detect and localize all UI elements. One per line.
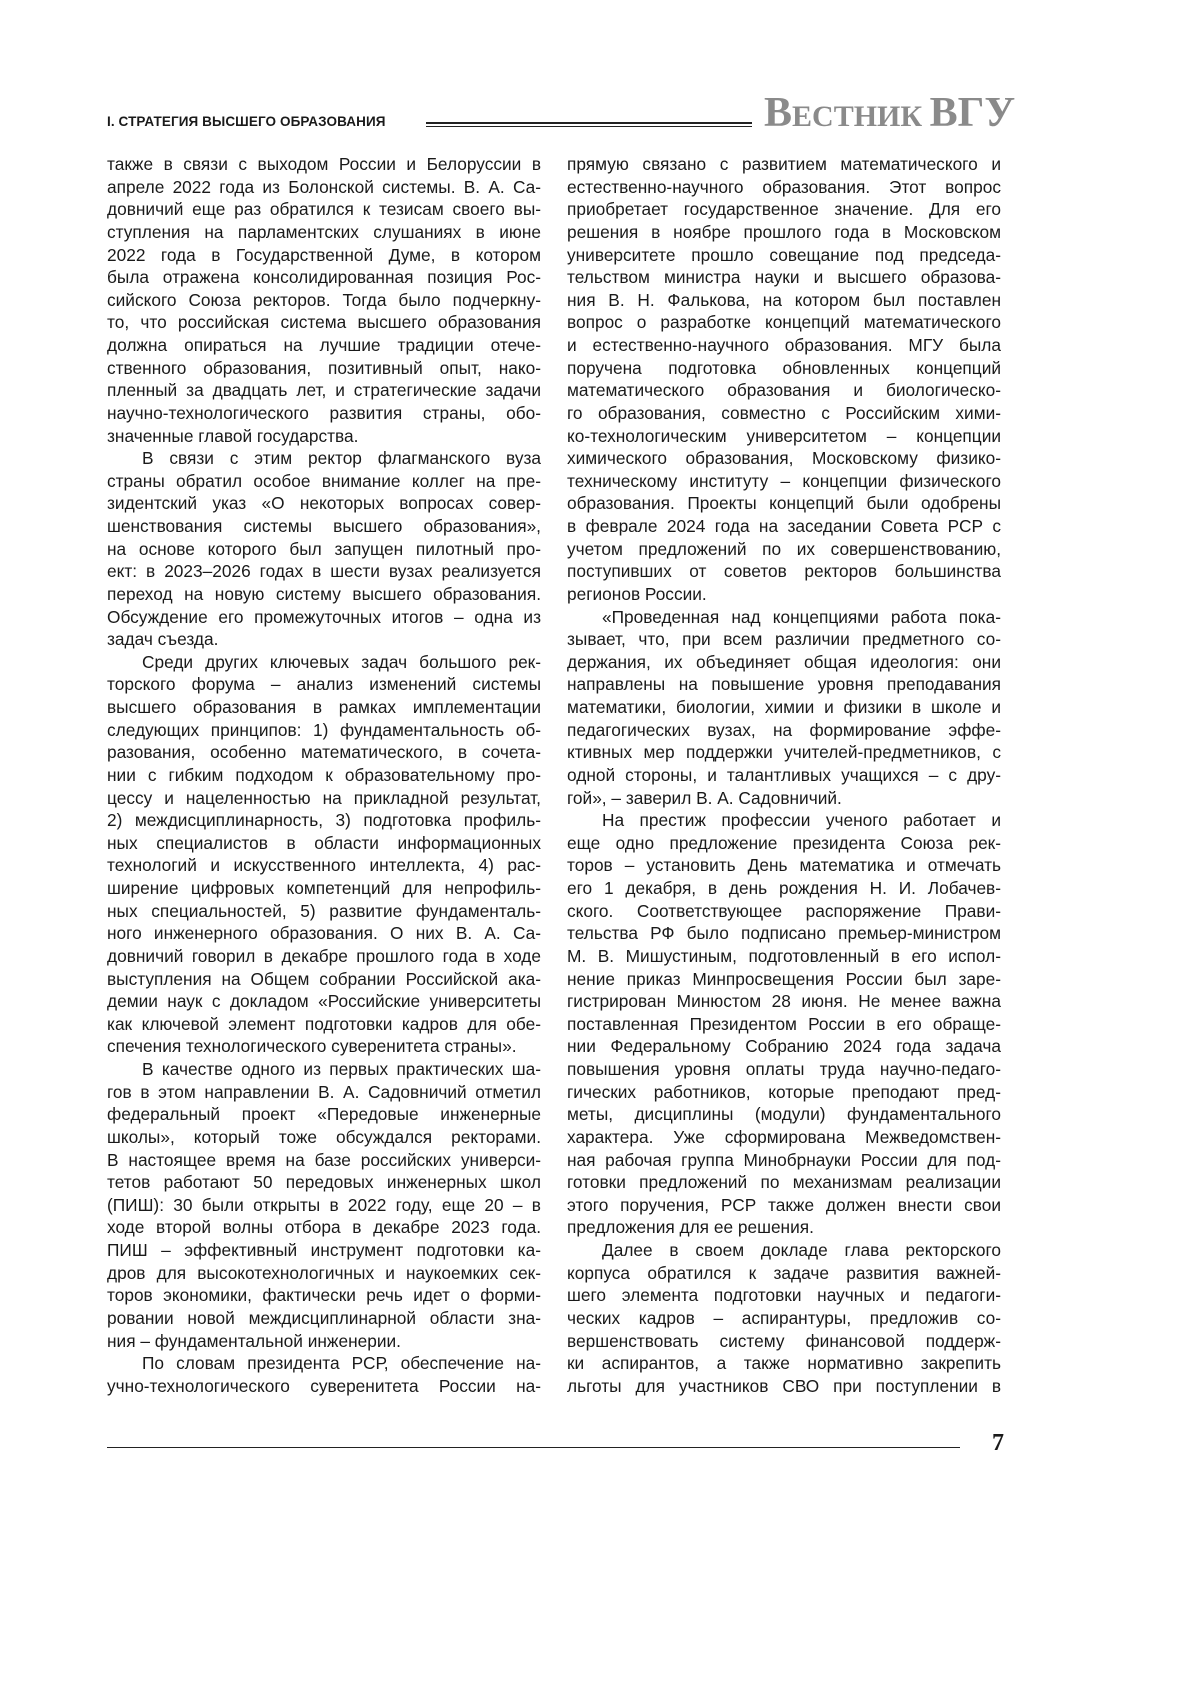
text-line: в феврале 2024 года на заседании Совета РСР с — [567, 515, 1001, 538]
header-double-rule — [426, 122, 752, 127]
text-line: педагогических вузах, на формирование эффе- — [567, 719, 1001, 742]
text-line: меты, дисциплины (модули) фундаментального — [567, 1103, 1001, 1126]
text-line: сийского Союза ректоров. Тогда было подчеркну- — [107, 289, 541, 312]
text-line: цессу и нацеленностью на прикладной результат, — [107, 787, 541, 810]
text-line: довничий еще раз обратился к тезисам своего вы- — [107, 198, 541, 221]
text-line: ского. Соответствующее распоряжение Прави- — [567, 900, 1001, 923]
text-line: гистрирован Минюстом 28 июня. Не менее важна — [567, 990, 1001, 1013]
text-line: нии с гибким подходом к образовательному про- — [107, 764, 541, 787]
text-line: техническому институту – концепции физического — [567, 470, 1001, 493]
text-line: следующих принципов: 1) фундаментальность об- — [107, 719, 541, 742]
text-line: зидентский указ «О некоторых вопросах совер- — [107, 492, 541, 515]
text-line: В связи с этим ректор флагманского вуза — [107, 447, 541, 470]
text-line: довничий говорил в декабре прошлого года в ходе — [107, 945, 541, 968]
text-line: была отражена консолидированная позиция Рос- — [107, 266, 541, 289]
text-line: высшего образования в рамках имплементации — [107, 696, 541, 719]
text-line: ных специальностей, 5) развитие фундаменталь- — [107, 900, 541, 923]
text-line: торов экономики, фактически речь идет о форми- — [107, 1284, 541, 1307]
text-line: льготы для участников СВО при поступлении в — [567, 1375, 1001, 1398]
text-line: как ключевой элемент подготовки кадров для обе- — [107, 1013, 541, 1036]
text-line: ного инженерного образования. О них В. А. Са- — [107, 922, 541, 945]
text-line: технологий и искусственного интеллекта, 4) рас- — [107, 854, 541, 877]
text-line: 2022 года в Государственной Думе, в котором — [107, 244, 541, 267]
text-line: спечения технологического суверенитета страны». — [107, 1035, 541, 1058]
text-line: нение приказ Минпросвещения России был заре- — [567, 968, 1001, 991]
text-line: Далее в своем докладе глава ректорского — [567, 1239, 1001, 1262]
text-line: ходе второй волны отбора в декабре 2023 года. — [107, 1216, 541, 1239]
text-line: этого поручения, РСР также должен внести свои — [567, 1194, 1001, 1217]
text-line: должна опираться на лучшие традиции отече- — [107, 334, 541, 357]
text-line: прямую связано с развитием математического и — [567, 153, 1001, 176]
text-line: В качестве одного из первых практических ша- — [107, 1058, 541, 1081]
text-line: Обсуждение его промежуточных итогов – одна из — [107, 606, 541, 629]
text-line: предложения для ее решения. — [567, 1216, 1001, 1239]
paragraph — [567, 606, 1001, 810]
text-line: демии наук с докладом «Российские университеты — [107, 990, 541, 1013]
paragraph — [107, 1058, 541, 1352]
right-column — [567, 153, 1001, 1397]
text-line: математического образования и биологическо- — [567, 379, 1001, 402]
text-line: научно-технологического развития страны, обо- — [107, 402, 541, 425]
text-line: (ПИШ): 30 были открыты в 2022 году, еще 20 – в — [107, 1194, 541, 1217]
text-line: и естественно-научного образования. МГУ была — [567, 334, 1001, 357]
text-line: го образования, совместно с Российским хими- — [567, 402, 1001, 425]
text-line: ко-технологическим университетом – концепции — [567, 425, 1001, 448]
text-line: задач съезда. — [107, 628, 541, 651]
text-line: зывает, что, при всем различии предметного со- — [567, 628, 1001, 651]
text-line: также в связи с выходом России и Белоруссии в — [107, 153, 541, 176]
text-line: «Проведенная над концепциями работа пока- — [567, 606, 1001, 629]
text-line: тетов работают 50 передовых инженерных школ — [107, 1171, 541, 1194]
text-line: нии Федеральному Собранию 2024 года задача — [567, 1035, 1001, 1058]
paragraph — [567, 153, 1001, 606]
text-line: естественно-научного образования. Этот вопрос — [567, 176, 1001, 199]
text-line: его 1 декабря, в день рождения Н. И. Лобачев- — [567, 877, 1001, 900]
text-line: ная рабочая группа Минобрнауки России для под- — [567, 1149, 1001, 1172]
text-line: По словам президента РСР, обеспечение на- — [107, 1352, 541, 1375]
text-line: поставленная Президентом России в его обраще- — [567, 1013, 1001, 1036]
text-line: ект: в 2023–2026 годах в шести вузах реализуется — [107, 560, 541, 583]
text-line: готовки предложений по механизмам реализации — [567, 1171, 1001, 1194]
text-line: пленный за двадцать лет, и стратегические задачи — [107, 379, 541, 402]
text-line: то, что российская система высшего образования — [107, 311, 541, 334]
text-line: переход на новую систему высшего образования. — [107, 583, 541, 606]
text-line: учетом предложений по их совершенствованию, — [567, 538, 1001, 561]
text-line: значенные главой государства. — [107, 425, 541, 448]
paragraph — [567, 809, 1001, 1239]
text-line: шенствования системы высшего образования», — [107, 515, 541, 538]
text-line: образования. Проекты концепций были одобрены — [567, 492, 1001, 515]
text-line: вопрос о разработке концепций математического — [567, 311, 1001, 334]
text-line: апреле 2022 года из Болонской системы. В. А. Са- — [107, 176, 541, 199]
page-number: 7 — [992, 1430, 1004, 1457]
text-line: химического образования, Московскому физико- — [567, 447, 1001, 470]
text-line: торского форума – анализ изменений системы — [107, 673, 541, 696]
text-line: М. В. Мишустиным, подготовленный в его испол- — [567, 945, 1001, 968]
text-line: тельства РФ было подписано премьер-министром — [567, 922, 1001, 945]
text-line: направлены на повышение уровня преподавания — [567, 673, 1001, 696]
text-line: ки аспирантов, а также нормативно закрепить — [567, 1352, 1001, 1375]
text-line: ния В. Н. Фалькова, на котором был поставлен — [567, 289, 1001, 312]
text-line: гических работников, которые преподают пред- — [567, 1081, 1001, 1104]
text-line: федеральный проект «Передовые инженерные — [107, 1103, 541, 1126]
text-line: В настоящее время на базе российских универси- — [107, 1149, 541, 1172]
text-line: регионов России. — [567, 583, 1001, 606]
text-line: На престиж профессии ученого работает и — [567, 809, 1001, 832]
paragraph — [567, 1239, 1001, 1397]
text-line: торов – установить День математика и отмечать — [567, 854, 1001, 877]
paragraph — [107, 1352, 541, 1397]
text-line: математики, биологии, химии и физики в школе и — [567, 696, 1001, 719]
text-line: поступивших от советов ректоров большинства — [567, 560, 1001, 583]
text-line: дров для высокотехнологичных и наукоемких сек- — [107, 1262, 541, 1285]
text-line: ширение цифровых компетенций для непрофиль- — [107, 877, 541, 900]
text-line: ния – фундаментальной инженерии. — [107, 1330, 541, 1353]
text-line: гой», – заверил В. А. Садовничий. — [567, 787, 1001, 810]
text-line: ческих кадров – аспирантуры, предложив со- — [567, 1307, 1001, 1330]
text-line: вершенствовать систему финансовой поддерж- — [567, 1330, 1001, 1353]
text-line: поручена подготовка обновленных концепций — [567, 357, 1001, 380]
text-line: выступления на Общем собрании Российской ака- — [107, 968, 541, 991]
text-line: ровании новой междисциплинарной области зна- — [107, 1307, 541, 1330]
footer-rule — [107, 1447, 960, 1448]
text-line: приобретает государственное значение. Для его — [567, 198, 1001, 221]
section-title: I. СТРАТЕГИЯ ВЫСШЕГО ОБРАЗОВАНИЯ — [107, 114, 386, 129]
text-line: разования, особенно математического, в сочета- — [107, 741, 541, 764]
text-line: ных специалистов в области информационных — [107, 832, 541, 855]
text-line: решения в ноябре прошлого года в Московском — [567, 221, 1001, 244]
text-line: ПИШ – эффективный инструмент подготовки ка- — [107, 1239, 541, 1262]
text-line: гов в этом направлении В. А. Садовничий отметил — [107, 1081, 541, 1104]
text-line: одной стороны, и талантливых учащихся – с дру- — [567, 764, 1001, 787]
text-line: корпуса обратился к задаче развития важней- — [567, 1262, 1001, 1285]
text-line: Среди других ключевых задач большого рек- — [107, 651, 541, 674]
text-line: университете прошло совещание под председа- — [567, 244, 1001, 267]
paragraph — [107, 651, 541, 1058]
journal-logo: ВЕСТНИК ВГУ — [764, 93, 1015, 137]
text-line: учно-технологического суверенитета России на- — [107, 1375, 541, 1398]
text-line: характера. Уже сформирована Межведомствен- — [567, 1126, 1001, 1149]
text-line: тельством министра науки и высшего образова- — [567, 266, 1001, 289]
text-line: ственного образования, позитивный опыт, нако- — [107, 357, 541, 380]
paragraph — [107, 447, 541, 651]
text-line: страны обратил особое внимание коллег на пре- — [107, 470, 541, 493]
left-column — [107, 153, 541, 1397]
text-line: повышения уровня оплаты труда научно-педаго- — [567, 1058, 1001, 1081]
paragraph — [107, 153, 541, 447]
text-line: держания, их объединяет общая идеология: они — [567, 651, 1001, 674]
text-line: еще одно предложение президента Союза рек- — [567, 832, 1001, 855]
text-line: ступления на парламентских слушаниях в июне — [107, 221, 541, 244]
text-line: ктивных мер поддержки учителей-предметников, с — [567, 741, 1001, 764]
text-line: шего элемента подготовки научных и педагоги- — [567, 1284, 1001, 1307]
text-line: на основе которого был запущен пилотный про- — [107, 538, 541, 561]
text-line: школы», который тоже обсуждался ректорами. — [107, 1126, 541, 1149]
text-line: 2) междисциплинарность, 3) подготовка профиль- — [107, 809, 541, 832]
